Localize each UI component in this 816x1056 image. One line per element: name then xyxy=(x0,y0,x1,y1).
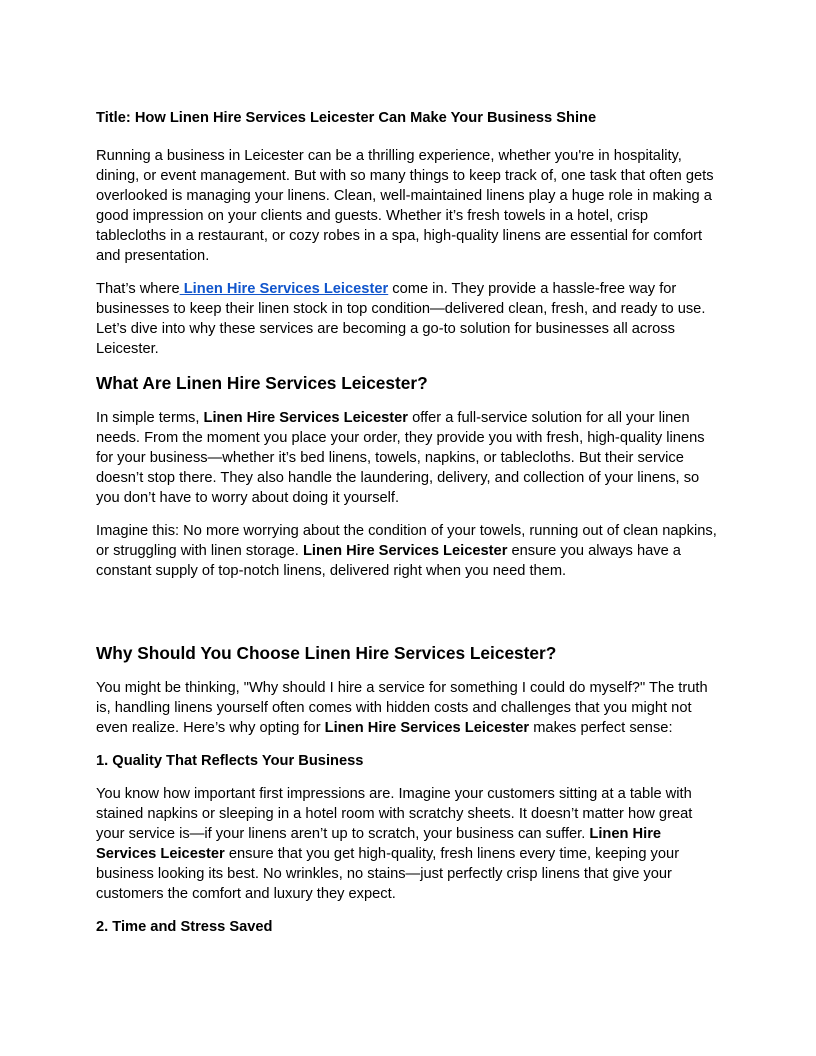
text-run: come in. They provide a hassle-free way for businesses to keep their linen stock in top condition—delivered clean, fresh, and ready to use. Let’s dive into why these services are becoming a go-to solution for businesses all across Leicester. xyxy=(96,281,706,357)
subheading-time-stress: 2. Time and Stress Saved xyxy=(96,919,273,935)
paragraph-you-might-be-thinking xyxy=(96,678,720,738)
subheading-quality: 1. Quality That Reflects Your Business xyxy=(96,753,364,769)
paragraph-imagine-this xyxy=(96,521,720,581)
section-heading-what-are: What Are Linen Hire Services Leicester? xyxy=(96,373,428,393)
linen-hire-services-leicester-link[interactable]: Linen Hire Services Leicester xyxy=(179,281,389,297)
text-run: That’s where xyxy=(96,281,180,297)
section-heading-why-choose: Why Should You Choose Linen Hire Services Leicester? xyxy=(96,643,557,663)
paragraph-where-link xyxy=(96,279,720,359)
document-title-line xyxy=(96,108,720,128)
text-run: Running a business in Leicester can be a thrilling experience, whether you're in hospitality, dining, or event management. But with so many things to keep track of, one task that often gets overlooked is managing your linens. Clean, well-maintained linens play a huge role in making a good impression on your clients and guests. Whether it’s fresh towels in a hotel, crisp tablecloths in a restaurant, or cozy robes in a spa, high-quality linens are essential for comfort and presentation. xyxy=(96,148,714,264)
text-run: You know how important first impressions are. Imagine your customers sitting at a table with stained napkins or sleeping in a hotel room with scratchy sheets. It doesn’t matter how great your service is—if your linens aren’t up to scratch, your business can suffer. xyxy=(96,786,693,842)
bold-text-run: Linen Hire Services Leicester xyxy=(302,543,508,559)
paragraph-first-impressions xyxy=(96,784,720,904)
paragraph-in-simple-terms xyxy=(96,408,720,508)
text-run: In simple terms, xyxy=(96,410,204,426)
text-run: makes perfect sense: xyxy=(529,720,673,736)
bold-text-run: Linen Hire Services Leicester xyxy=(203,410,408,426)
text-run: Imagine this: No more worrying about the condition of your towels, running out of clean napkins, or struggling with linen storage. xyxy=(96,523,717,559)
text-run: You might be thinking, "Why should I hire a service for something I could do myself?" The truth is, handling linens yourself often comes with hidden costs and challenges that you might not even realize. Here’s why opting for xyxy=(96,680,708,736)
title-text-run: Title: How Linen Hire Services Leicester Can Make Your Business Shine xyxy=(96,110,597,126)
blank-line xyxy=(96,594,720,629)
text-run: ensure you always have a constant supply of top-notch linens, delivered right when you need them. xyxy=(96,543,681,579)
bold-text-run: Linen Hire Services Leicester xyxy=(96,826,662,862)
text-run: ensure that you get high-quality, fresh linens every time, keeping your business looking its best. No wrinkles, no stains—just perfectly crisp linens that give your customers the comfort and luxury they expect. xyxy=(96,846,680,902)
bold-text-run: Linen Hire Services Leicester xyxy=(324,720,530,736)
text-run: offer a full-service solution for all your linen needs. From the moment you place your order, they provide you with fresh, high-quality linens for your business—whether it’s bed linens, towels, napkins, or tablecloths. But their service doesn’t stop there. They also handle the laundering, delivery, and collection of your linens, so you don’t have to worry about doing it yourself. xyxy=(96,410,705,506)
paragraph-intro xyxy=(96,146,720,266)
